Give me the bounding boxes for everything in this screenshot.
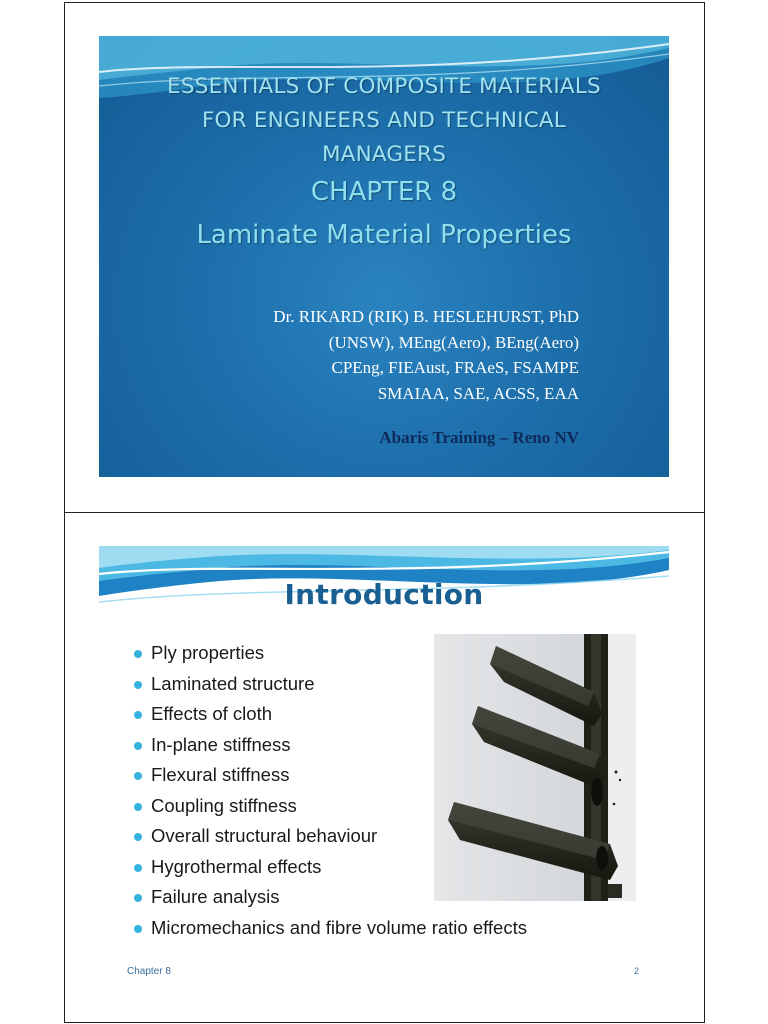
bullet-dot-icon [134,681,142,689]
chapter-subtitle: Laminate Material Properties [196,220,572,250]
main-title [99,70,669,258]
title-line-3: MANAGERS [321,142,447,167]
organization-label: Abaris Training – Reno NV [379,428,579,447]
bullet-dot-icon [134,864,142,872]
bullet-dot-icon [134,803,142,811]
title-slide [99,36,669,477]
chapter-heading: CHAPTER 8 [310,177,458,207]
composite-bracket-photo [434,634,636,901]
intro-header [99,546,669,614]
title-line-1: ESSENTIALS OF COMPOSITE MATERIALS [167,74,601,99]
page-number: 2 [634,966,640,976]
bullet-dot-icon [134,742,142,750]
introduction-title: Introduction [284,578,484,611]
author-line-2: (UNSW), MEng(Aero), BEng(Aero) [328,332,579,352]
bullet-dot-icon [134,894,142,902]
list-item: Overall structural behaviour [134,821,527,852]
list-item: Effects of cloth [134,699,527,730]
list-item: Coupling stiffness [134,791,527,822]
bullet-dot-icon [134,711,142,719]
title-line-2: FOR ENGINEERS AND TECHNICAL [201,108,566,133]
list-item: Micromechanics and fibre volume ratio effects [134,913,527,944]
list-item: Ply properties [134,638,527,669]
bullet-dot-icon [134,772,142,780]
list-item: Failure analysis [134,882,527,913]
author-line-3: CPEng, FIEAust, FRAeS, FSAMPE [331,358,579,377]
list-item: Laminated structure [134,669,527,700]
bullet-dot-icon [134,833,142,841]
bullet-dot-icon [134,925,142,933]
list-item: In-plane stiffness [134,730,527,761]
author-line-1: Dr. RIKARD (RIK) B. HESLEHURST, PhD [273,307,579,326]
list-item: Hygrothermal effects [134,852,527,883]
author-line-4: SMAIAA, SAE, ACSS, EAA [377,383,579,403]
author-block [273,304,579,406]
footer-chapter-label: Chapter 8 [127,966,171,977]
list-item: Flexural stiffness [134,760,527,791]
bullet-dot-icon [134,650,142,658]
